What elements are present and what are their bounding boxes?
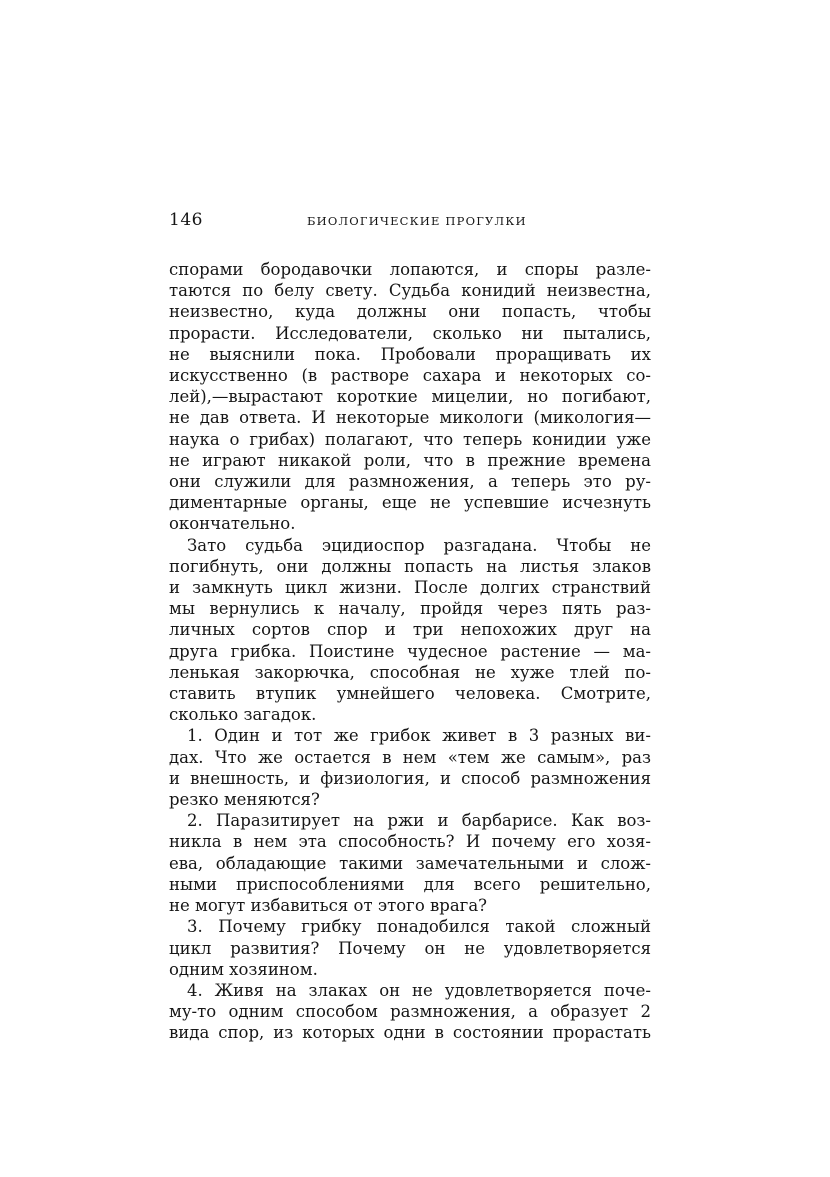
text-line: диментарные органы, еще не успевшие исчезнуть (169, 493, 651, 513)
paragraph (169, 725, 651, 810)
text-line: лей),—вырастают короткие мицелии, но погибают, (169, 387, 651, 407)
text-line: и внешность, и физиология, и способ размножения (169, 768, 651, 788)
running-title: БИОЛОГИЧЕСКИЕ ПРОГУЛКИ (307, 214, 527, 228)
text-line: 3. Почему грибку понадобился такой сложный (187, 917, 651, 937)
text-line: ленькая закорючка, способная не хуже тлей по- (169, 662, 651, 682)
text-line: не выяснили пока. Пробовали проращивать их (169, 344, 651, 364)
text-line: неизвестно, куда должны они попасть, чтобы (169, 302, 651, 322)
text-line: ева, обладающие такими замечательными и слож- (169, 853, 651, 873)
text-line: ными приспособлениями для всего решительно, (169, 874, 651, 894)
text-line: сколько загадок. (169, 705, 317, 725)
text-line: спорами бородавочки лопаются, и споры разле- (169, 260, 651, 279)
text-line: окончательно. (169, 514, 296, 534)
text-line: резко меняются? (169, 790, 320, 810)
paragraph (169, 259, 651, 535)
text-line: прорасти. Исследователи, сколько ни пытались, (169, 323, 651, 343)
text-line: дах. Что же остается в нем «тем же самым», раз (169, 747, 651, 767)
text-line: Зато судьба эцидиоспор разгадана. Чтобы не (187, 535, 651, 555)
text-line: и замкнуть цикл жизни. После долгих странствий (169, 578, 651, 598)
text-line: искусственно (в растворе сахара и некоторых со- (169, 366, 651, 386)
text-line: они служили для размножения, а теперь это ру- (169, 472, 651, 492)
text-line: никла в нем эта способность? И почему его хозя- (169, 832, 651, 852)
paragraph (169, 916, 651, 980)
text-line: не играют никакой роли, что в прежние времена (169, 450, 651, 470)
text-line: 1. Один и тот же грибок живет в 3 разных ви- (187, 726, 651, 746)
paragraph (169, 810, 651, 916)
book-page (169, 206, 651, 1044)
paragraph (169, 535, 651, 726)
text-line: цикл развития? Почему он не удовлетворяется (169, 938, 651, 958)
text-line: личных сортов спор и три непохожих друг на (169, 620, 651, 640)
text-line: мы вернулись к началу, пройдя через пять раз- (169, 599, 651, 619)
text-line: погибнуть, они должны попасть на листья злаков (169, 556, 651, 576)
text-line: одним хозяином. (169, 959, 318, 979)
text-line: не дав ответа. И некоторые микологи (микология— (169, 408, 651, 428)
text-line: не могут избавиться от этого врага? (169, 896, 488, 916)
page-header (169, 206, 651, 236)
text-line: друга грибка. Поистине чудесное растение — ма- (169, 641, 651, 661)
text-line: наука о грибах) полагают, что теперь конидии уже (169, 429, 651, 449)
page-number: 146 (169, 210, 203, 230)
text-line: ставить втупик умнейшего человека. Смотрите, (169, 684, 651, 704)
text-line: 4. Живя на злаках он не удовлетворяется поче- (187, 980, 651, 1000)
text-line: му-то одним способом размножения, а образует 2 (169, 1002, 651, 1022)
paragraph (169, 980, 651, 1044)
body-text (169, 259, 651, 1044)
text-line: 2. Паразитирует на ржи и барбарисе. Как воз- (187, 811, 651, 831)
text-line: вида спор, из которых одни в состоянии прорастать (169, 1023, 651, 1043)
text-line: таются по белу свету. Судьба конидий неизвестна, (169, 281, 651, 301)
